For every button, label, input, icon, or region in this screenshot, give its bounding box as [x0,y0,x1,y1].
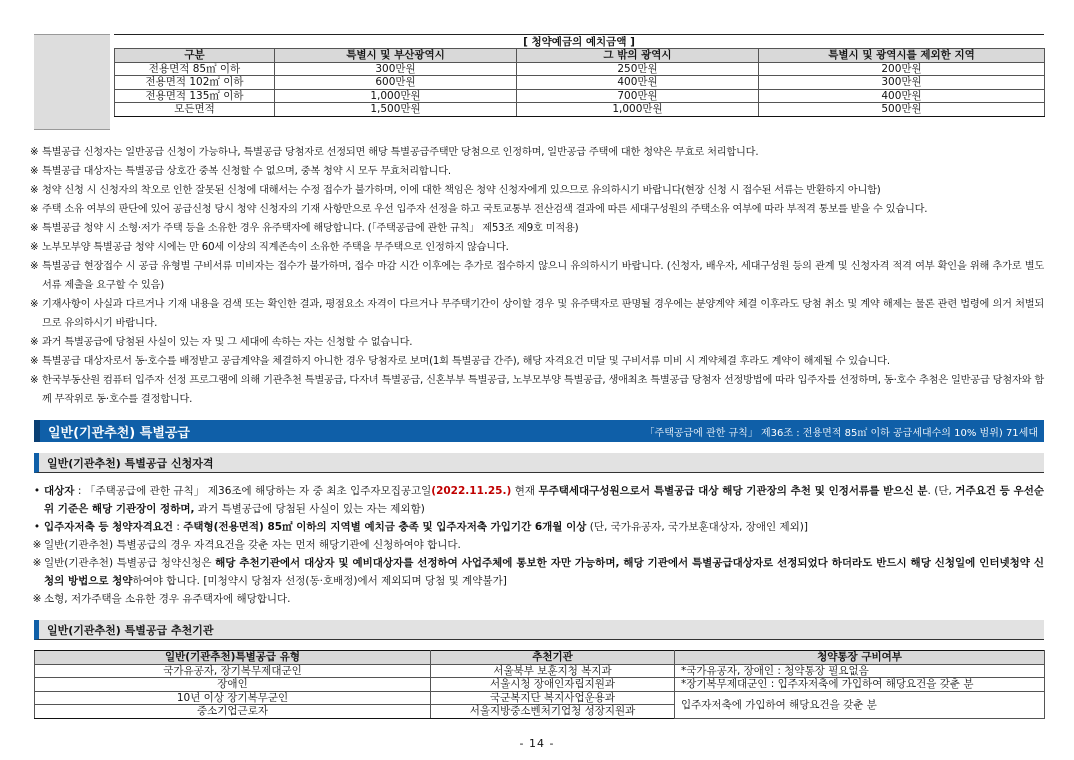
section-header [34,420,1044,442]
note-text [44,554,1044,590]
text: 현재 [511,485,539,497]
note-item [30,295,1044,333]
cell: 서울지방중소벤처기업청 성장지원과 [431,705,675,719]
emphasis: 무주택세대구성원으로서 특별공급 대상 해당 기관장의 추천 및 인정서류를 받으신 분 [538,485,928,497]
cell: *장기복무제대군인 : 입주자저축에 가입하여 해당요건을 갖춘 분 [675,678,1045,692]
note-text: 특별공급 청약 시 소형·저가 주택 등을 소유한 경우 유주택자에 해당합니다. (「주택공급에 관한 규칙」 제53조 제9호 미적용) [42,223,579,234]
cell: 400만원 [517,76,759,90]
note-marker: ※ [30,299,39,310]
note-marker: ※ [30,204,39,215]
table-row [115,62,1045,76]
deposit-table-block [114,34,1044,117]
note-text: 특별공급 대상자로서 동·호수를 배정받고 공급계약을 체결하지 아니한 경우 당첨자로 보며(1회 특별공급 간주), 해당 자격요건 미달 및 구비서류 미비 시 계약체결 후라도 계약이 해제될 수 있습니다. [42,356,890,367]
cell: 모든면적 [115,103,275,117]
qualification-note [30,554,1044,590]
note-item [30,219,1044,238]
note-marker: ※ [32,593,42,605]
announcement-date: (2022.11.25.) [431,485,512,497]
cell: 1,000만원 [517,103,759,117]
note-text: 특별공급 현장접수 시 공급 유형별 구비서류 미비자는 접수가 불가하며, 접수 마감 시간 이후에는 추가로 접수하지 않으니 유의하시기 바랍니다. (신청자, 배우자, 세대구성원 등의 관계 및 신청자격 적격 여부 확인을 위해 추가로 별도 서류 제출을 요구할 수 있음) [42,261,1044,291]
cell: 장애인 [35,678,431,692]
note-item [30,162,1044,181]
subheader-title: 일반(기관추천) 특별공급 추천기관 [47,623,214,637]
deposit-side-cell [34,34,110,130]
cell: 500만원 [759,103,1045,117]
cell: 국가유공자, 장기복무제대군인 [35,664,431,678]
cell: 300만원 [275,62,517,76]
note-marker: ※ [30,166,39,177]
note-text: 청약 신청 시 신청자의 착오로 인한 잘못된 신청에 대해서는 수정 접수가 불가하며, 이에 대한 책임은 청약 신청자에게 있으므로 유의하시기 바랍니다(현장 신청 시 접수된 서류는 반환하지 아니함) [42,185,881,196]
note-text: 소형, 저가주택을 소유한 경우 유주택자에 해당합니다. [44,593,291,605]
text: 과거 특별공급에 당첨된 사실이 있는 자는 제외함) [194,503,425,515]
page-number: - 14 - [519,737,555,750]
note-marker: ※ [30,147,39,158]
table-header-row [35,651,1045,665]
table-row [115,76,1045,90]
cell: 1,000만원 [275,89,517,103]
qualification-note [30,590,1044,608]
note-item [30,333,1044,352]
note-marker: ※ [30,223,39,234]
bullet: • [33,521,41,533]
qualification-note [30,536,1044,554]
emphasis: 거주요건 등 우선순위 기준은 해당 기관장이 정하며, [44,485,1044,515]
cell: 600만원 [275,76,517,90]
table-header-row [115,49,1045,63]
note-text: 주택 소유 여부의 판단에 있어 공급신청 당시 청약 신청자의 기재 사항만으로 우선 입주자 선정을 하고 국토교통부 전산검색 결과에 따른 세대구성원의 주택소유 여부에 따라 부적격 통보를 받을 수 있습니다. [42,204,928,215]
qualification-item-savings [30,518,1044,536]
header-cell: 일반(기관추천)특별공급 유형 [35,651,431,665]
note-text: 한국부동산원 컴퓨터 입주자 선정 프로그램에 의해 기관추천 특별공급, 다자녀 특별공급, 신혼부부 특별공급, 노부모부양 특별공급, 생애최초 특별공급 당첨자 선정방법에 따라 입주자를 선정하며, 동·호수 추첨은 일반공급 당첨자와 함께 무작위로 동·호수를 결정합니다. [42,375,1044,405]
target-label: 대상자 [44,485,75,497]
note-item [30,238,1044,257]
text: 일반(기관추천) 특별공급 청약신청은 [44,557,216,569]
cell: 1,500만원 [275,103,517,117]
emphasis: 주택형(전용면적) 85㎡ 이하의 지역별 예치금 충족 및 입주자저축 가입기간 6개월 이상 [183,521,587,533]
note-marker: ※ [32,539,42,551]
note-item [30,181,1044,200]
cell: 10년 이상 장기복무군인 [35,691,431,705]
header-cell: 특별시 및 광역시를 제외한 지역 [759,49,1045,63]
cell: 전용면적 135㎡ 이하 [115,89,275,103]
recommend-table [34,650,1045,719]
note-marker: ※ [30,185,39,196]
note-marker: ※ [30,261,39,272]
note-marker: ※ [32,557,42,569]
deposit-caption: [ 청약예금의 예치금액 ] [114,34,1044,48]
cell: 전용면적 102㎡ 이하 [115,76,275,90]
deposit-section [34,34,1044,130]
subheader-title: 일반(기관추천) 특별공급 신청자격 [47,456,214,470]
qualification-text [44,518,1044,536]
note-text: 특별공급 대상자는 특별공급 상호간 중복 신청할 수 없으며, 중복 청약 시 모두 무효처리합니다. [42,166,451,177]
cell: 300만원 [759,76,1045,90]
cell: 250만원 [517,62,759,76]
note-text: 특별공급 신청자는 일반공급 신청이 가능하나, 특별공급 당첨자로 선정되면 해당 특별공급주택만 당첨으로 인정하며, 일반공급 주택에 대한 청약은 무효로 처리합니다. [42,147,759,158]
cell: 중소기업근로자 [35,705,431,719]
qualification-item-target [30,482,1044,518]
qualification-subheader [34,453,1044,473]
table-row [35,691,1045,705]
note-item [30,371,1044,409]
note-item [30,352,1044,371]
note-item [30,200,1044,219]
cell: *국가유공자, 장애인 : 청약통장 필요없음 [675,664,1045,678]
cell: 400만원 [759,89,1045,103]
notes-list [30,143,1044,409]
note-text: 과거 특별공급에 당첨된 사실이 있는 자 및 그 세대에 속하는 자는 신청할 수 없습니다. [42,337,413,348]
note-text: 일반(기관추천) 특별공급의 경우 자격요건을 갖춘 자는 먼저 해당기관에 신청하여야 합니다. [44,539,461,551]
header-cell: 특별시 및 부산광역시 [275,49,517,63]
note-item [30,257,1044,295]
cell: 국군복지단 복지사업운용과 [431,691,675,705]
cell: 200만원 [759,62,1045,76]
table-row [115,89,1045,103]
emphasis: 해당 추천기관에서 대상자 및 예비대상자를 선정하여 사업주체에 통보한 자만 가능하며, 해당 기관에서 특별공급대상자로 선정되었다 하더라도 반드시 해당 신청일에 인터넷청약 신청의 방법으로 청약 [44,557,1044,587]
qualification-list [30,482,1044,608]
recommend-subheader [34,620,1044,640]
table-row [115,103,1045,117]
header-cell: 구분 [115,49,275,63]
note-text: 노부모부양 특별공급 청약 시에는 만 60세 이상의 직계존속이 소유한 주택을 무주택으로 인정하지 않습니다. [42,242,509,253]
header-cell: 추천기관 [431,651,675,665]
cell: 서울시청 장애인자립지원과 [431,678,675,692]
text: (단, 국가유공자, 국가보훈대상자, 장애인 제외)] [586,521,808,533]
note-item [30,143,1044,162]
cell: 700만원 [517,89,759,103]
recommend-table-block [34,650,1044,719]
cell: 입주자저축에 가입하여 해당요건을 갖춘 분 [675,691,1045,718]
header-cell: 그 밖의 광역시 [517,49,759,63]
note-marker: ※ [30,375,39,386]
qualification-text [44,482,1044,518]
note-marker: ※ [30,337,39,348]
text: 하여야 합니다. [미청약시 당첨자 선정(동·호배정)에서 제외되며 당첨 및 계약불가] [132,575,507,587]
bullet: • [33,485,41,497]
deposit-table [114,48,1045,117]
section-title: 일반(기관추천) 특별공급 [48,425,190,441]
text: . (단, [927,485,956,497]
emphasis: 입주자저축 등 청약자격요건 [44,521,174,533]
section-note: 「주택공급에 관한 규칙」 제36조 : 전용면적 85㎡ 이하 공급세대수의 10% 범위) 71세대 [644,427,1038,439]
table-row [35,664,1045,678]
cell: 서울북부 보훈지청 복지과 [431,664,675,678]
text: : 「주택공급에 관한 규칙」 제36조에 해당하는 자 중 최초 입주자모집공고일 [74,485,432,497]
header-cell: 청약통장 구비여부 [675,651,1045,665]
note-text: 기재사항이 사실과 다르거나 기재 내용을 검색 또는 확인한 결과, 평점요소 자격이 다르거나 무주택기간이 상이할 경우 및 유주택자로 판명될 경우에는 분양계약 체결 이후라도 당첨 취소 및 계약 해제는 물론 관련 법령에 의거 처벌되므로 유의하시기 바랍니다. [42,299,1044,329]
note-marker: ※ [30,356,39,367]
table-row [35,678,1045,692]
text: : [173,521,184,533]
cell: 전용면적 85㎡ 이하 [115,62,275,76]
note-marker: ※ [30,242,39,253]
